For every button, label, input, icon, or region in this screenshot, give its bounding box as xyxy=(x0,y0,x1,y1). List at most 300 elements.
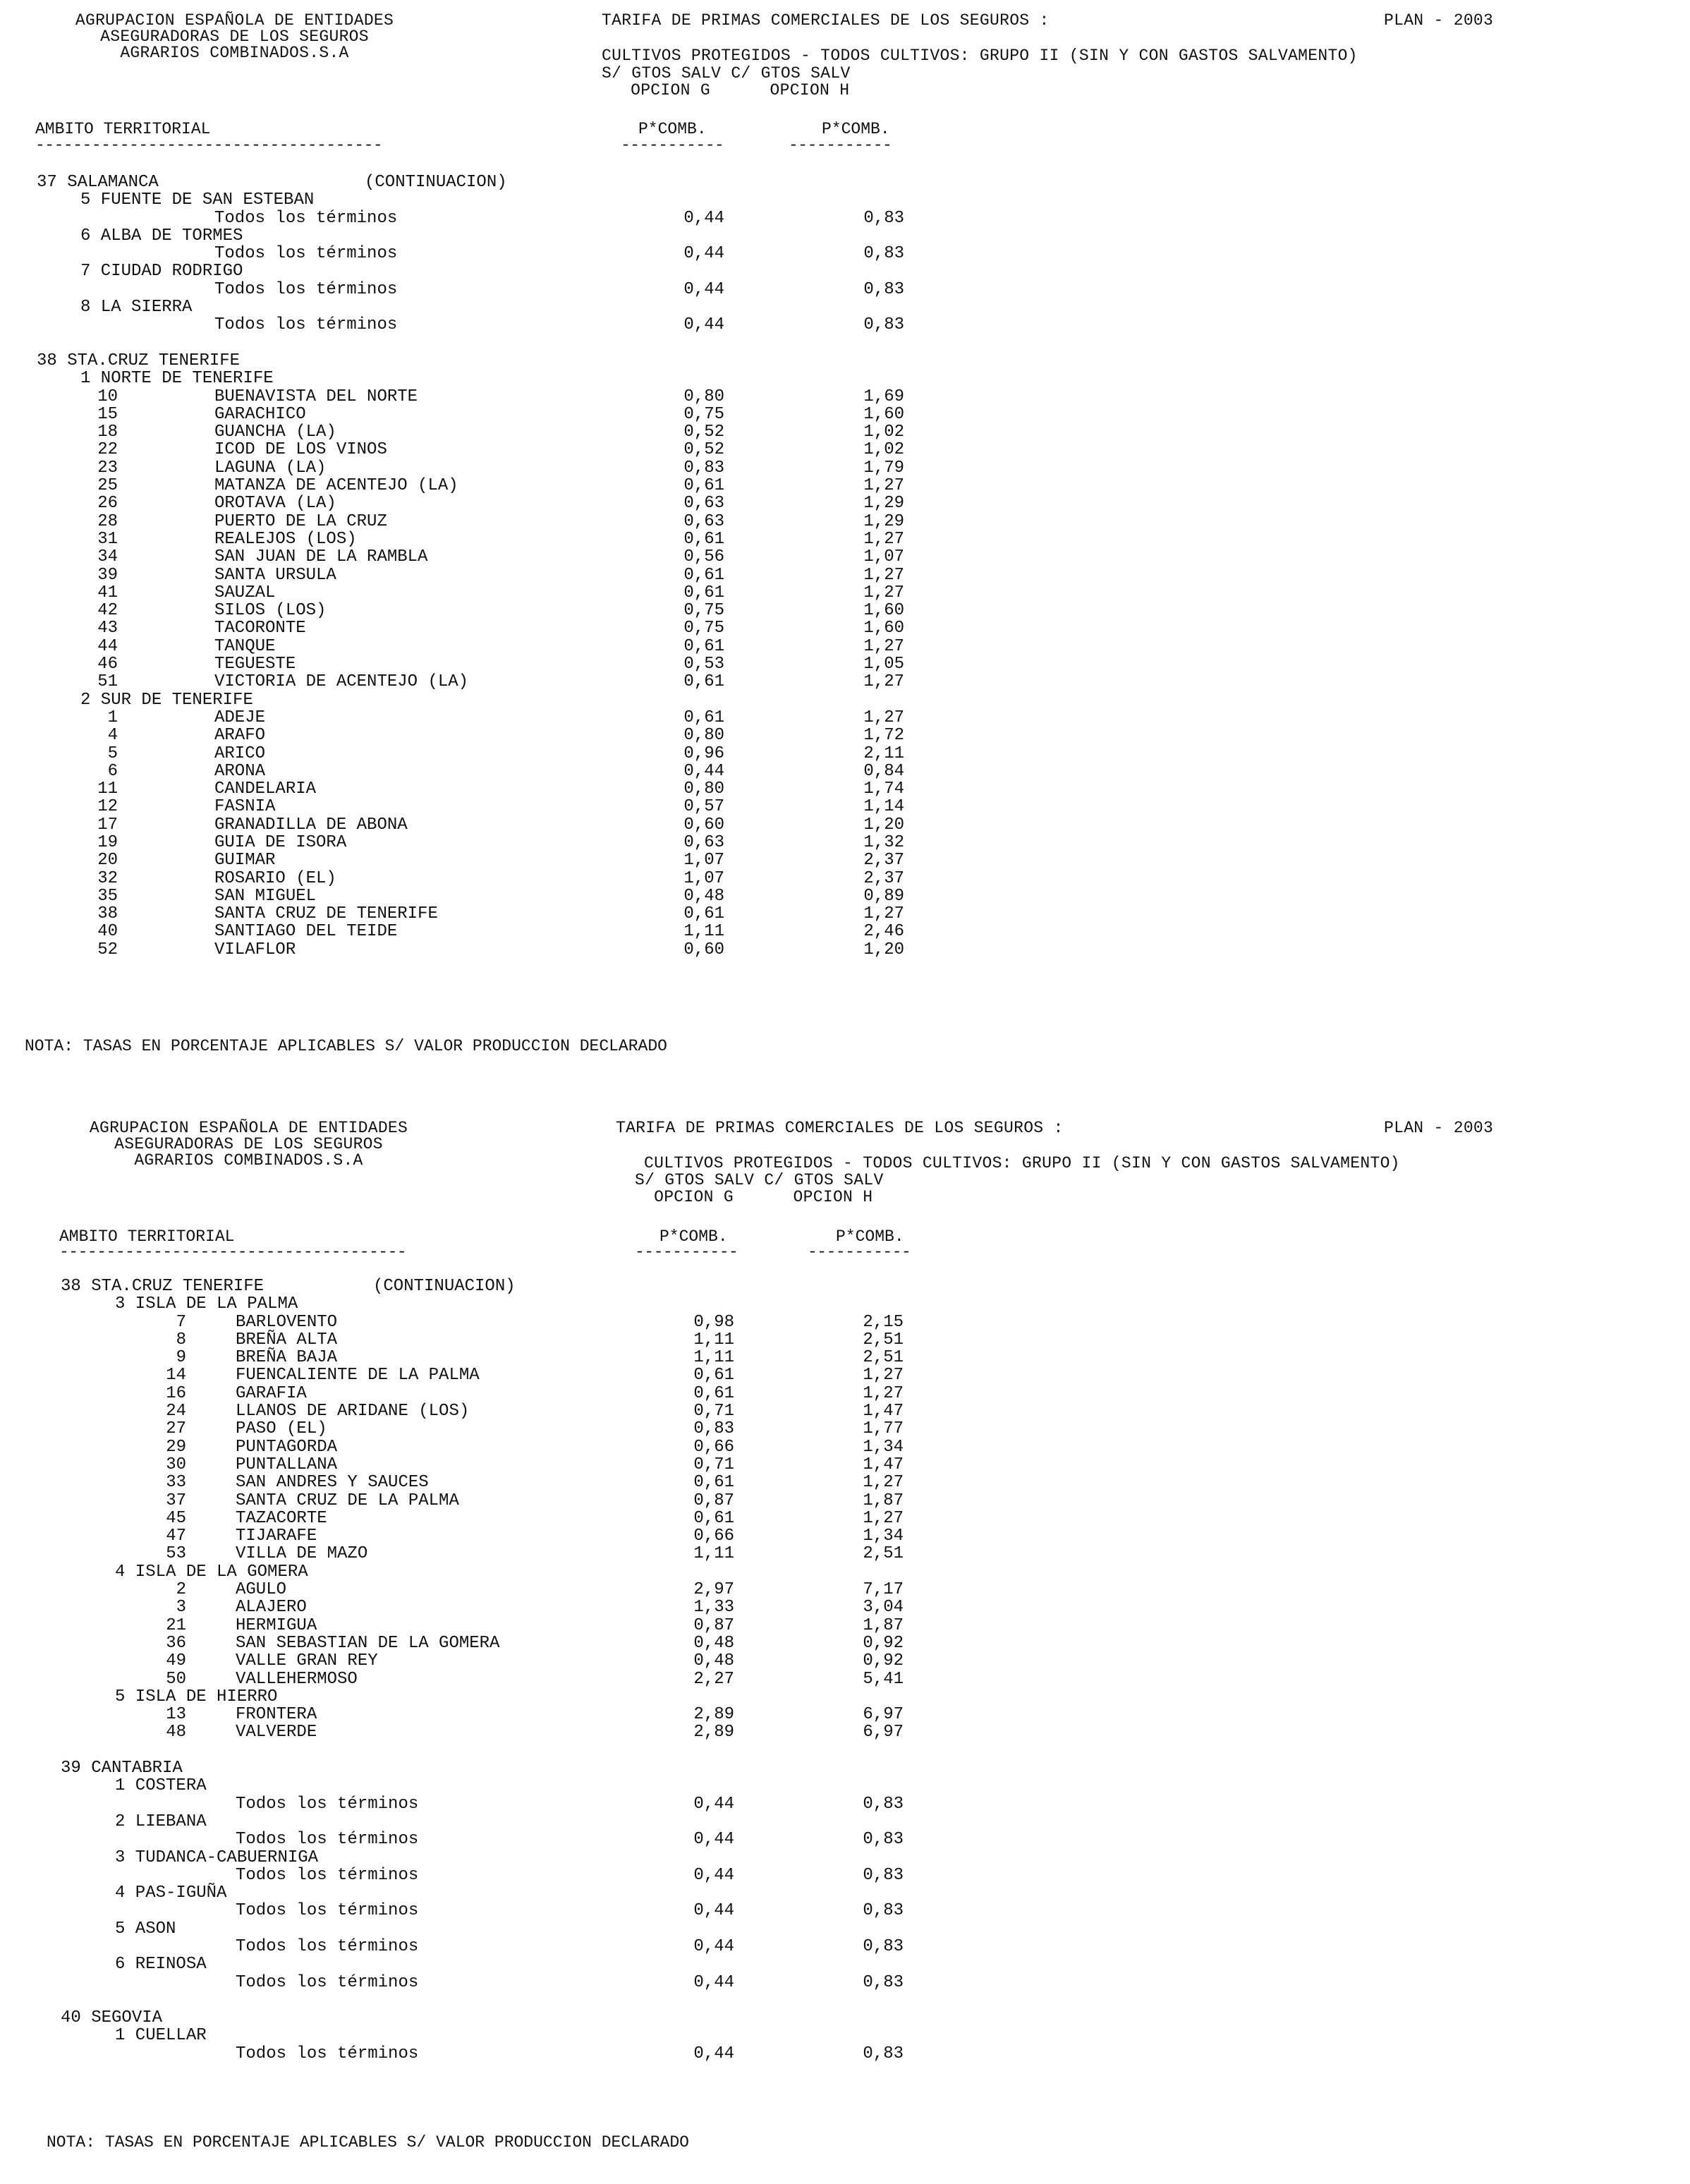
municipality-name: ICOD DE LOS VINOS xyxy=(214,440,387,460)
rate-option-g: 0,44 xyxy=(683,208,724,228)
cultivos-subtitle: CULTIVOS PROTEGIDOS - TODOS CULTIVOS: GRUPO II (SIN Y CON GASTOS SALVAMENTO) xyxy=(644,1154,1400,1172)
rate-option-g: 2,27 xyxy=(693,1669,734,1689)
comarca-row xyxy=(61,1688,978,1706)
municipality-name: LAGUNA (LA) xyxy=(214,458,327,478)
plan-label: PLAN - 2003 xyxy=(1384,11,1494,30)
tariff-page-2 xyxy=(0,1092,1690,2184)
province-name: 38 STA.CRUZ TENERIFE xyxy=(37,351,241,370)
org-line-3: AGRARIOS COMBINADOS.S.A xyxy=(120,44,349,62)
municipality-name: SAN MIGUEL xyxy=(214,886,317,906)
rate-option-h: 1,47 xyxy=(863,1455,904,1474)
comarca-name: 6 ALBA DE TORMES xyxy=(80,226,243,245)
table-row xyxy=(61,1545,978,1563)
rate-option-g: 0,44 xyxy=(693,1794,734,1814)
table-row xyxy=(37,423,954,441)
municipality-code: 12 xyxy=(97,797,118,817)
municipality-name: TIJARAFE xyxy=(236,1527,317,1546)
rate-option-h: 1,60 xyxy=(863,601,904,621)
table-row xyxy=(37,638,954,655)
municipality-code: 33 xyxy=(166,1473,186,1493)
org-name-block xyxy=(14,1120,483,1169)
rate-option-g: 0,61 xyxy=(683,529,724,549)
municipality-code: 3 xyxy=(176,1598,186,1618)
rate-option-h: 1,34 xyxy=(863,1437,904,1457)
rate-option-h: 1,32 xyxy=(863,832,904,852)
org-line-1: AGRUPACION ESPAÑOLA DE ENTIDADES xyxy=(75,11,394,30)
comarca-row xyxy=(37,191,954,209)
rate-option-h: 0,83 xyxy=(863,1901,904,1921)
municipality-code: 24 xyxy=(166,1402,186,1421)
rate-option-h: 1,77 xyxy=(863,1419,904,1439)
rate-option-h: 1,87 xyxy=(863,1491,904,1510)
org-line-2: ASEGURADORAS DE LOS SEGUROS xyxy=(100,28,369,46)
todos-terminos-label: Todos los términos xyxy=(236,1830,419,1850)
col-h-header: P*COMB. xyxy=(836,1227,904,1246)
todos-terminos-label: Todos los términos xyxy=(236,2044,419,2063)
ambito-header: AMBITO TERRITORIAL xyxy=(59,1227,235,1246)
rate-option-h: 1,27 xyxy=(863,904,904,924)
municipality-name: PUNTALLANA xyxy=(236,1455,338,1474)
comarca-name: 2 SUR DE TENERIFE xyxy=(80,690,253,710)
municipality-name: ROSARIO (EL) xyxy=(214,868,336,888)
table-row xyxy=(37,584,954,602)
rate-option-g: 0,75 xyxy=(683,601,724,621)
table-row xyxy=(61,1366,978,1384)
todos-terminos-label: Todos los términos xyxy=(236,1865,419,1885)
municipality-code: 10 xyxy=(97,387,118,406)
table-row xyxy=(61,1634,978,1652)
comarca-row xyxy=(61,2027,978,2044)
todos-terminos-label: Todos los términos xyxy=(236,1972,419,1992)
rate-option-g: 0,61 xyxy=(683,583,724,602)
comarca-row xyxy=(61,1884,978,1902)
province-row xyxy=(37,174,954,191)
rate-option-g: 1,07 xyxy=(683,851,724,870)
rate-option-h: 2,37 xyxy=(863,868,904,888)
municipality-code: 13 xyxy=(166,1705,186,1725)
comarca-row xyxy=(61,1955,978,1973)
province-row xyxy=(61,2009,978,2027)
municipality-name: VICTORIA DE ACENTEJO (LA) xyxy=(214,672,469,692)
province-row xyxy=(61,1759,978,1777)
table-row xyxy=(37,548,954,566)
table-row xyxy=(61,1438,978,1456)
todos-row xyxy=(61,1831,978,1848)
rate-option-h: 2,51 xyxy=(863,1330,904,1349)
municipality-code: 9 xyxy=(176,1348,186,1368)
table-row xyxy=(61,1617,978,1634)
rate-option-g: 1,11 xyxy=(693,1348,734,1368)
table-row xyxy=(61,1349,978,1366)
rate-option-h: 1,27 xyxy=(863,1508,904,1528)
rate-option-g: 0,61 xyxy=(683,708,724,727)
rate-option-g: 0,60 xyxy=(683,940,724,959)
rate-option-g: 1,11 xyxy=(683,922,724,942)
table-row xyxy=(37,745,954,763)
municipality-code: 17 xyxy=(97,815,118,835)
table-row xyxy=(37,798,954,815)
rate-option-h: 0,92 xyxy=(863,1651,904,1671)
todos-row xyxy=(37,245,954,262)
municipality-name: GARACHICO xyxy=(214,404,306,424)
todos-row xyxy=(37,316,954,334)
rate-option-g: 0,80 xyxy=(683,726,724,746)
comarca-name: 1 CUELLAR xyxy=(115,2026,207,2046)
rate-option-h: 0,83 xyxy=(863,315,904,335)
opciones-subtitle: OPCION G OPCION H xyxy=(644,1188,873,1206)
rate-option-h: 1,72 xyxy=(863,726,904,746)
comarca-name: 7 CIUDAD RODRIGO xyxy=(80,262,243,281)
todos-row xyxy=(61,1902,978,1919)
todos-row xyxy=(37,281,954,298)
municipality-code: 41 xyxy=(97,583,118,602)
table-row xyxy=(37,780,954,798)
rate-option-h: 0,83 xyxy=(863,1972,904,1992)
table-row xyxy=(37,513,954,530)
province-row xyxy=(37,352,954,370)
rate-option-g: 1,33 xyxy=(693,1598,734,1618)
municipality-code: 16 xyxy=(166,1383,186,1403)
rate-option-g: 0,48 xyxy=(693,1651,734,1671)
municipality-code: 52 xyxy=(97,940,118,959)
header-rule-h: ----------- xyxy=(789,136,892,154)
municipality-name: VILAFLOR xyxy=(214,940,296,959)
rate-option-h: 1,07 xyxy=(863,547,904,567)
municipality-code: 31 xyxy=(97,529,118,549)
municipality-name: OROTAVA (LA) xyxy=(214,494,336,514)
comarca-row xyxy=(61,1295,978,1313)
table-row xyxy=(61,1474,978,1491)
comarca-row xyxy=(61,1920,978,1938)
org-line-3: AGRARIOS COMBINADOS.S.A xyxy=(134,1151,363,1170)
rate-option-g: 0,48 xyxy=(693,1633,734,1653)
rate-option-h: 2,46 xyxy=(863,922,904,942)
municipality-code: 46 xyxy=(97,655,118,674)
comarca-row xyxy=(37,262,954,280)
comarca-row xyxy=(61,1777,978,1795)
tariff-title: TARIFA DE PRIMAS COMERCIALES DE LOS SEGUROS : xyxy=(616,1119,1064,1137)
rate-option-h: 0,83 xyxy=(863,279,904,299)
municipality-code: 2 xyxy=(176,1580,186,1600)
municipality-name: SANTA URSULA xyxy=(214,565,336,585)
table-row xyxy=(61,1581,978,1598)
rate-option-h: 1,27 xyxy=(863,583,904,602)
comarca-name: 3 ISLA DE LA PALMA xyxy=(115,1294,298,1314)
table-row xyxy=(37,459,954,477)
rate-option-g: 0,61 xyxy=(693,1508,734,1528)
rate-option-g: 0,63 xyxy=(683,511,724,531)
continuation-label: (CONTINUACION) xyxy=(365,173,507,192)
table-row xyxy=(61,1527,978,1545)
rate-option-g: 0,71 xyxy=(693,1402,734,1421)
rate-option-h: 1,27 xyxy=(863,1383,904,1403)
comarca-name: 5 ASON xyxy=(115,1919,176,1939)
comarca-name: 5 ISLA DE HIERRO xyxy=(115,1687,278,1706)
nota-footer: NOTA: TASAS EN PORCENTAJE APLICABLES S/ VALOR PRODUCCION DECLARADO xyxy=(25,1037,667,1055)
rate-option-g: 0,83 xyxy=(693,1419,734,1439)
continuation-label: (CONTINUACION) xyxy=(373,1277,516,1296)
table-row xyxy=(37,905,954,923)
rate-option-h: 0,83 xyxy=(863,1865,904,1885)
org-line-1: AGRUPACION ESPAÑOLA DE ENTIDADES xyxy=(89,1119,408,1137)
comarca-row xyxy=(37,691,954,709)
rate-option-h: 1,27 xyxy=(863,636,904,656)
municipality-name: SAN ANDRES Y SAUCES xyxy=(236,1473,429,1493)
tariff-title: TARIFA DE PRIMAS COMERCIALES DE LOS SEGUROS : xyxy=(602,11,1050,30)
rate-option-g: 0,61 xyxy=(683,636,724,656)
comarca-row xyxy=(37,298,954,316)
rate-option-g: 0,57 xyxy=(683,797,724,817)
plan-label: PLAN - 2003 xyxy=(1384,1119,1494,1137)
rate-option-g: 0,61 xyxy=(683,565,724,585)
rate-option-g: 0,44 xyxy=(693,1901,734,1921)
rate-option-h: 0,83 xyxy=(863,1936,904,1956)
municipality-code: 1 xyxy=(107,708,118,727)
rate-option-h: 2,51 xyxy=(863,1544,904,1564)
rate-option-g: 0,80 xyxy=(683,779,724,799)
rate-option-g: 0,44 xyxy=(683,315,724,335)
municipality-code: 37 xyxy=(166,1491,186,1510)
rate-option-h: 1,20 xyxy=(863,815,904,835)
rate-option-h: 2,37 xyxy=(863,851,904,870)
municipality-code: 18 xyxy=(97,423,118,442)
rate-option-h: 0,83 xyxy=(863,208,904,228)
rate-option-h: 1,27 xyxy=(863,708,904,727)
rate-option-h: 1,27 xyxy=(863,1366,904,1385)
municipality-name: REALEJOS (LOS) xyxy=(214,529,357,549)
municipality-code: 26 xyxy=(97,494,118,514)
rate-option-h: 0,83 xyxy=(863,1794,904,1814)
municipality-code: 20 xyxy=(97,851,118,870)
todos-row xyxy=(61,1938,978,1955)
header-rule-left: ------------------------------------- xyxy=(59,1243,407,1261)
gtos-subtitle: S/ GTOS SALV C/ GTOS SALV xyxy=(635,1171,884,1189)
rate-option-h: 3,04 xyxy=(863,1598,904,1618)
table-row xyxy=(37,887,954,905)
municipality-code: 6 xyxy=(107,761,118,781)
spacer-row xyxy=(61,1742,978,1759)
rate-option-g: 0,75 xyxy=(683,619,724,638)
municipality-name: SAN JUAN DE LA RAMBLA xyxy=(214,547,428,567)
municipality-code: 11 xyxy=(97,779,118,799)
municipality-name: SANTA CRUZ DE LA PALMA xyxy=(236,1491,459,1510)
rate-option-h: 1,05 xyxy=(863,655,904,674)
rate-option-g: 1,07 xyxy=(683,868,724,888)
todos-row xyxy=(37,210,954,227)
municipality-name: SAN SEBASTIAN DE LA GOMERA xyxy=(236,1633,500,1653)
comarca-name: 2 LIEBANA xyxy=(115,1812,207,1831)
rate-option-h: 1,60 xyxy=(863,619,904,638)
municipality-name: ALAJERO xyxy=(236,1598,307,1618)
table-row xyxy=(37,602,954,619)
todos-terminos-label: Todos los términos xyxy=(236,1936,419,1956)
rate-option-g: 0,61 xyxy=(683,476,724,496)
rate-option-g: 0,75 xyxy=(683,404,724,424)
municipality-code: 15 xyxy=(97,404,118,424)
rate-option-g: 2,97 xyxy=(693,1580,734,1600)
rate-option-h: 1,34 xyxy=(863,1527,904,1546)
municipality-code: 22 xyxy=(97,440,118,460)
municipality-name: VILLA DE MAZO xyxy=(236,1544,368,1564)
table-row xyxy=(61,1652,978,1670)
municipality-code: 44 xyxy=(97,636,118,656)
municipality-name: TANQUE xyxy=(214,636,276,656)
comarca-name: 4 PAS-IGUÑA xyxy=(115,1883,227,1903)
rate-option-h: 5,41 xyxy=(863,1669,904,1689)
table-row xyxy=(61,1670,978,1688)
table-row xyxy=(37,709,954,727)
col-g-header: P*COMB. xyxy=(659,1227,728,1246)
comarca-row xyxy=(61,1563,978,1581)
spacer-row xyxy=(37,334,954,352)
rate-option-h: 1,79 xyxy=(863,458,904,478)
rate-option-g: 0,66 xyxy=(693,1527,734,1546)
rate-option-h: 1,27 xyxy=(863,672,904,692)
province-name: 40 SEGOVIA xyxy=(61,2008,163,2028)
tariff-table-page-1 xyxy=(37,174,954,959)
table-row xyxy=(61,1723,978,1741)
municipality-code: 23 xyxy=(97,458,118,478)
table-row xyxy=(37,834,954,851)
rate-option-g: 0,56 xyxy=(683,547,724,567)
rate-option-g: 0,83 xyxy=(683,458,724,478)
municipality-code: 53 xyxy=(166,1544,186,1564)
municipality-name: GUIA DE ISORA xyxy=(214,832,347,852)
rate-option-h: 6,97 xyxy=(863,1705,904,1725)
todos-row xyxy=(61,1795,978,1813)
municipality-code: 40 xyxy=(97,922,118,942)
todos-terminos-label: Todos los términos xyxy=(214,315,398,335)
rate-option-h: 1,14 xyxy=(863,797,904,817)
rate-option-g: 0,87 xyxy=(693,1491,734,1510)
rate-option-g: 0,63 xyxy=(683,494,724,514)
rate-option-g: 2,89 xyxy=(693,1723,734,1742)
municipality-name: SILOS (LOS) xyxy=(214,601,327,621)
table-row xyxy=(61,1385,978,1402)
rate-option-g: 0,96 xyxy=(683,744,724,763)
municipality-code: 50 xyxy=(166,1669,186,1689)
ambito-header: AMBITO TERRITORIAL xyxy=(35,120,211,138)
municipality-name: AGULO xyxy=(236,1580,287,1600)
rate-option-g: 0,44 xyxy=(683,761,724,781)
rate-option-g: 0,52 xyxy=(683,423,724,442)
table-row xyxy=(37,851,954,869)
rate-option-g: 0,44 xyxy=(693,2044,734,2063)
municipality-name: SANTIAGO DEL TEIDE xyxy=(214,922,398,942)
rate-option-h: 1,20 xyxy=(863,940,904,959)
todos-row xyxy=(61,1974,978,1991)
todos-terminos-label: Todos los términos xyxy=(236,1794,419,1814)
rate-option-g: 0,61 xyxy=(693,1473,734,1493)
municipality-name: BREÑA ALTA xyxy=(236,1330,338,1349)
header-rule-h: ----------- xyxy=(808,1243,911,1261)
municipality-name: CANDELARIA xyxy=(214,779,317,799)
rate-option-h: 1,02 xyxy=(863,423,904,442)
rate-option-g: 0,60 xyxy=(683,815,724,835)
rate-option-h: 0,84 xyxy=(863,761,904,781)
spacer-row xyxy=(61,1991,978,2009)
rate-option-h: 0,89 xyxy=(863,886,904,906)
rate-option-h: 2,11 xyxy=(863,744,904,763)
municipality-name: MATANZA DE ACENTEJO (LA) xyxy=(214,476,458,496)
rate-option-g: 0,61 xyxy=(693,1383,734,1403)
table-row xyxy=(61,1314,978,1331)
rate-option-g: 0,66 xyxy=(693,1437,734,1457)
rate-option-h: 1,87 xyxy=(863,1615,904,1635)
municipality-code: 29 xyxy=(166,1437,186,1457)
todos-terminos-label: Todos los términos xyxy=(214,279,398,299)
municipality-name: LLANOS DE ARIDANE (LOS) xyxy=(236,1402,470,1421)
municipality-code: 34 xyxy=(97,547,118,567)
rate-option-g: 0,44 xyxy=(693,1865,734,1885)
comarca-name: 8 LA SIERRA xyxy=(80,298,193,317)
rate-option-h: 2,15 xyxy=(863,1312,904,1332)
municipality-name: GUANCHA (LA) xyxy=(214,423,336,442)
municipality-name: FUENCALIENTE DE LA PALMA xyxy=(236,1366,480,1385)
table-row xyxy=(37,477,954,495)
municipality-name: TACORONTE xyxy=(214,619,306,638)
rate-option-h: 0,92 xyxy=(863,1633,904,1653)
opciones-subtitle: OPCION G OPCION H xyxy=(621,81,850,99)
municipality-code: 48 xyxy=(166,1723,186,1742)
table-row xyxy=(37,530,954,548)
rate-option-g: 0,48 xyxy=(683,886,724,906)
municipality-code: 19 xyxy=(97,832,118,852)
tariff-table-page-2 xyxy=(61,1278,978,2063)
rate-option-h: 6,97 xyxy=(863,1723,904,1742)
rate-option-g: 0,44 xyxy=(693,1936,734,1956)
table-row xyxy=(37,941,954,959)
comarca-name: 4 ISLA DE LA GOMERA xyxy=(115,1562,308,1582)
rate-option-g: 0,87 xyxy=(693,1615,734,1635)
rate-option-h: 1,27 xyxy=(863,565,904,585)
nota-footer: NOTA: TASAS EN PORCENTAJE APLICABLES S/ VALOR PRODUCCION DECLARADO xyxy=(47,2133,689,2152)
municipality-name: GARAFIA xyxy=(236,1383,307,1403)
rate-option-h: 1,27 xyxy=(863,529,904,549)
municipality-name: FASNIA xyxy=(214,797,276,817)
rate-option-h: 1,29 xyxy=(863,511,904,531)
municipality-name: FRONTERA xyxy=(236,1705,317,1725)
municipality-code: 38 xyxy=(97,904,118,924)
org-line-2: ASEGURADORAS DE LOS SEGUROS xyxy=(114,1135,383,1153)
rate-option-g: 0,44 xyxy=(683,279,724,299)
rate-option-h: 7,17 xyxy=(863,1580,904,1600)
municipality-code: 51 xyxy=(97,672,118,692)
municipality-name: SAUZAL xyxy=(214,583,276,602)
rate-option-h: 0,83 xyxy=(863,244,904,264)
table-row xyxy=(37,923,954,940)
rate-option-g: 0,63 xyxy=(683,832,724,852)
municipality-code: 35 xyxy=(97,886,118,906)
municipality-name: VALLEHERMOSO xyxy=(236,1669,358,1689)
municipality-code: 43 xyxy=(97,619,118,638)
table-row xyxy=(37,495,954,512)
table-row xyxy=(37,566,954,584)
rate-option-g: 0,44 xyxy=(693,1972,734,1992)
municipality-name: GUIMAR xyxy=(214,851,276,870)
municipality-name: TEGUESTE xyxy=(214,655,296,674)
rate-option-h: 1,27 xyxy=(863,476,904,496)
header-rule-g: ----------- xyxy=(635,1243,738,1261)
municipality-code: 8 xyxy=(176,1330,186,1349)
col-h-header: P*COMB. xyxy=(822,120,890,138)
province-name: 39 CANTABRIA xyxy=(61,1759,183,1778)
table-row xyxy=(61,1492,978,1510)
table-row xyxy=(37,619,954,637)
todos-row xyxy=(61,2045,978,2063)
municipality-code: 21 xyxy=(166,1615,186,1635)
table-row xyxy=(37,816,954,834)
